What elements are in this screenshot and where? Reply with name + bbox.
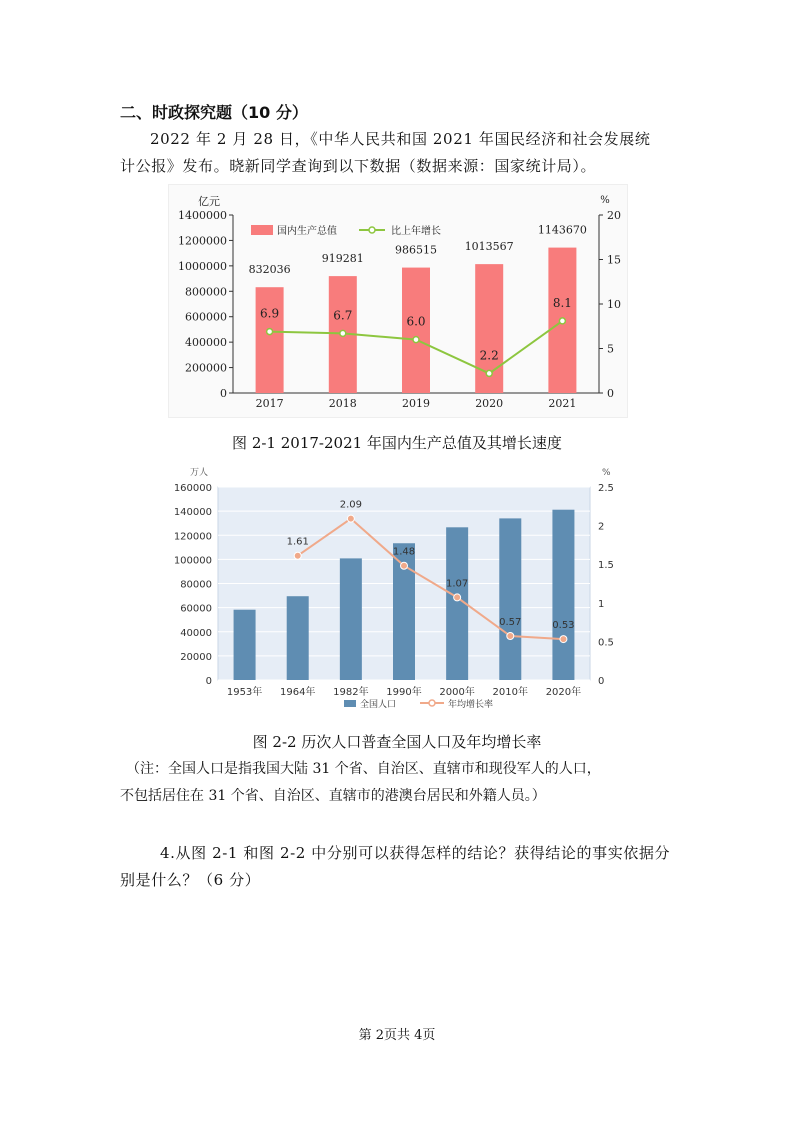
growth-label: 6.0 (406, 314, 426, 329)
left-tick-label: 600000 (185, 310, 227, 324)
x-tick-label: 2021 (548, 397, 577, 410)
growth-point (340, 330, 346, 336)
growth-rate-label: 1.61 (286, 536, 309, 548)
growth-label: 2.2 (479, 348, 499, 363)
x-tick-label: 1982年 (333, 687, 369, 698)
growth-rate-label: 1.07 (446, 578, 469, 590)
x-tick-label: 2000年 (439, 687, 475, 698)
gdp-bar-label: 832036 (248, 263, 291, 277)
left-tick-label: 140000 (173, 507, 212, 519)
population-bar (340, 558, 362, 680)
legend-rate-label: 年均增长率 (448, 700, 494, 710)
left-tick-label: 0 (220, 387, 227, 400)
x-tick-label: 2010年 (492, 687, 529, 698)
right-tick-label: 0 (598, 676, 605, 687)
left-tick-label: 60000 (180, 603, 212, 615)
population-chart-caption: 图 2-2 历次人口普查全国人口及年均增长率 (252, 733, 542, 751)
left-tick-label: 0 (205, 676, 212, 687)
intro-line-1: 2022 年 2 月 28 日，《中华人民共和国 2021 年国民经济和社会发展统 (150, 130, 651, 148)
gdp-chart (169, 185, 627, 417)
growth-point (413, 337, 419, 343)
right-tick-label: 20 (607, 209, 621, 222)
right-tick-label: 2.5 (598, 483, 614, 494)
left-tick-label: 80000 (180, 579, 212, 591)
growth-rate-label: 0.53 (552, 620, 575, 632)
legend-growth-label: 比上年增长 (391, 226, 441, 237)
growth-rate-label: 1.48 (392, 546, 416, 558)
gdp-bar-label: 1143670 (537, 223, 587, 237)
gdp-bar-label: 1013567 (464, 240, 514, 254)
left-tick-label: 1200000 (178, 234, 227, 248)
left-axis-unit: 亿元 (198, 195, 220, 208)
right-axis-unit: % (602, 468, 611, 478)
left-tick-label: 100000 (173, 555, 212, 567)
growth-rate-point (560, 636, 567, 643)
left-tick-label: 120000 (173, 531, 212, 543)
population-bar (552, 510, 574, 680)
right-axis-unit: % (600, 195, 610, 206)
legend-gdp-label: 国内生产总值 (277, 226, 337, 237)
growth-rate-point (507, 632, 514, 639)
x-tick-label: 2017 (255, 397, 284, 410)
right-tick-label: 10 (607, 298, 621, 311)
note-line-1: （注：全国人口是指我国大陆 31 个省、自治区、直辖市和现役军人的人口， (126, 761, 601, 777)
left-axis-unit: 万人 (190, 468, 209, 478)
right-tick-label: 0.5 (598, 637, 614, 649)
legend-population-label: 全国人口 (360, 700, 397, 710)
x-tick-label: 2019 (402, 397, 430, 410)
x-tick-label: 2020 (475, 397, 504, 410)
right-tick-label: 15 (607, 253, 621, 267)
population-bar (287, 596, 309, 680)
left-tick-label: 400000 (185, 336, 227, 350)
right-tick-label: 1.5 (598, 560, 614, 572)
growth-point (486, 370, 492, 376)
x-tick-label: 1990年 (386, 687, 422, 698)
right-tick-label: 5 (607, 342, 614, 356)
gdp-bar (256, 287, 284, 393)
legend-rate-marker (429, 700, 435, 706)
left-tick-label: 160000 (173, 483, 212, 494)
growth-rate-point (347, 515, 354, 522)
population-chart (168, 462, 634, 714)
growth-label: 8.1 (552, 295, 572, 310)
intro-line-2: 计公报》发布。晓新同学查询到以下数据（数据来源：国家统计局）。 (120, 157, 597, 175)
growth-rate-label: 0.57 (499, 616, 522, 628)
legend-gdp-swatch (251, 225, 273, 235)
left-tick-label: 1400000 (178, 209, 227, 222)
gdp-chart-frame (168, 184, 628, 418)
note-line-2: 不包括居住在 31 个省、自治区、直辖市的港澳台居民和外籍人员。） (120, 788, 546, 804)
growth-point (267, 329, 273, 335)
growth-rate-point (454, 594, 461, 601)
gdp-bar (402, 268, 430, 393)
left-tick-label: 800000 (185, 285, 227, 299)
growth-point (559, 318, 565, 324)
x-tick-label: 1964年 (279, 687, 316, 698)
growth-label: 6.9 (260, 306, 280, 321)
population-bar (234, 610, 256, 680)
population-bar (499, 518, 521, 680)
section-heading: 二、时政探究题（10 分） (120, 103, 308, 122)
population-chart-frame (168, 462, 634, 714)
left-tick-label: 1000000 (178, 259, 227, 273)
right-tick-label: 1 (598, 598, 605, 610)
right-tick-label: 0 (607, 387, 614, 400)
growth-rate-label: 2.09 (339, 499, 362, 511)
right-tick-label: 2 (598, 521, 605, 533)
question-line-2: 别是什么？（6 分） (120, 871, 261, 889)
left-tick-label: 40000 (180, 627, 212, 639)
gdp-chart-caption: 图 2-1 2017-2021 年国内生产总值及其增长速度 (232, 434, 562, 452)
x-tick-label: 1953年 (226, 687, 263, 698)
x-tick-label: 2020年 (545, 687, 582, 698)
growth-label: 6.7 (333, 308, 353, 323)
legend-population-swatch (344, 700, 356, 707)
gdp-bar-label: 919281 (321, 252, 364, 266)
growth-rate-point (401, 562, 408, 569)
gdp-bar-label: 986515 (395, 243, 437, 257)
left-tick-label: 200000 (185, 361, 227, 375)
left-tick-label: 20000 (180, 651, 212, 663)
question-line-1: 4.从图 2-1 和图 2-2 中分别可以获得怎样的结论？获得结论的事实依据分 (160, 844, 671, 862)
page-footer: 第 2页共 4页 (358, 1028, 436, 1043)
legend-growth-marker (369, 227, 375, 233)
x-tick-label: 2018 (328, 397, 357, 410)
growth-rate-point (294, 552, 301, 559)
